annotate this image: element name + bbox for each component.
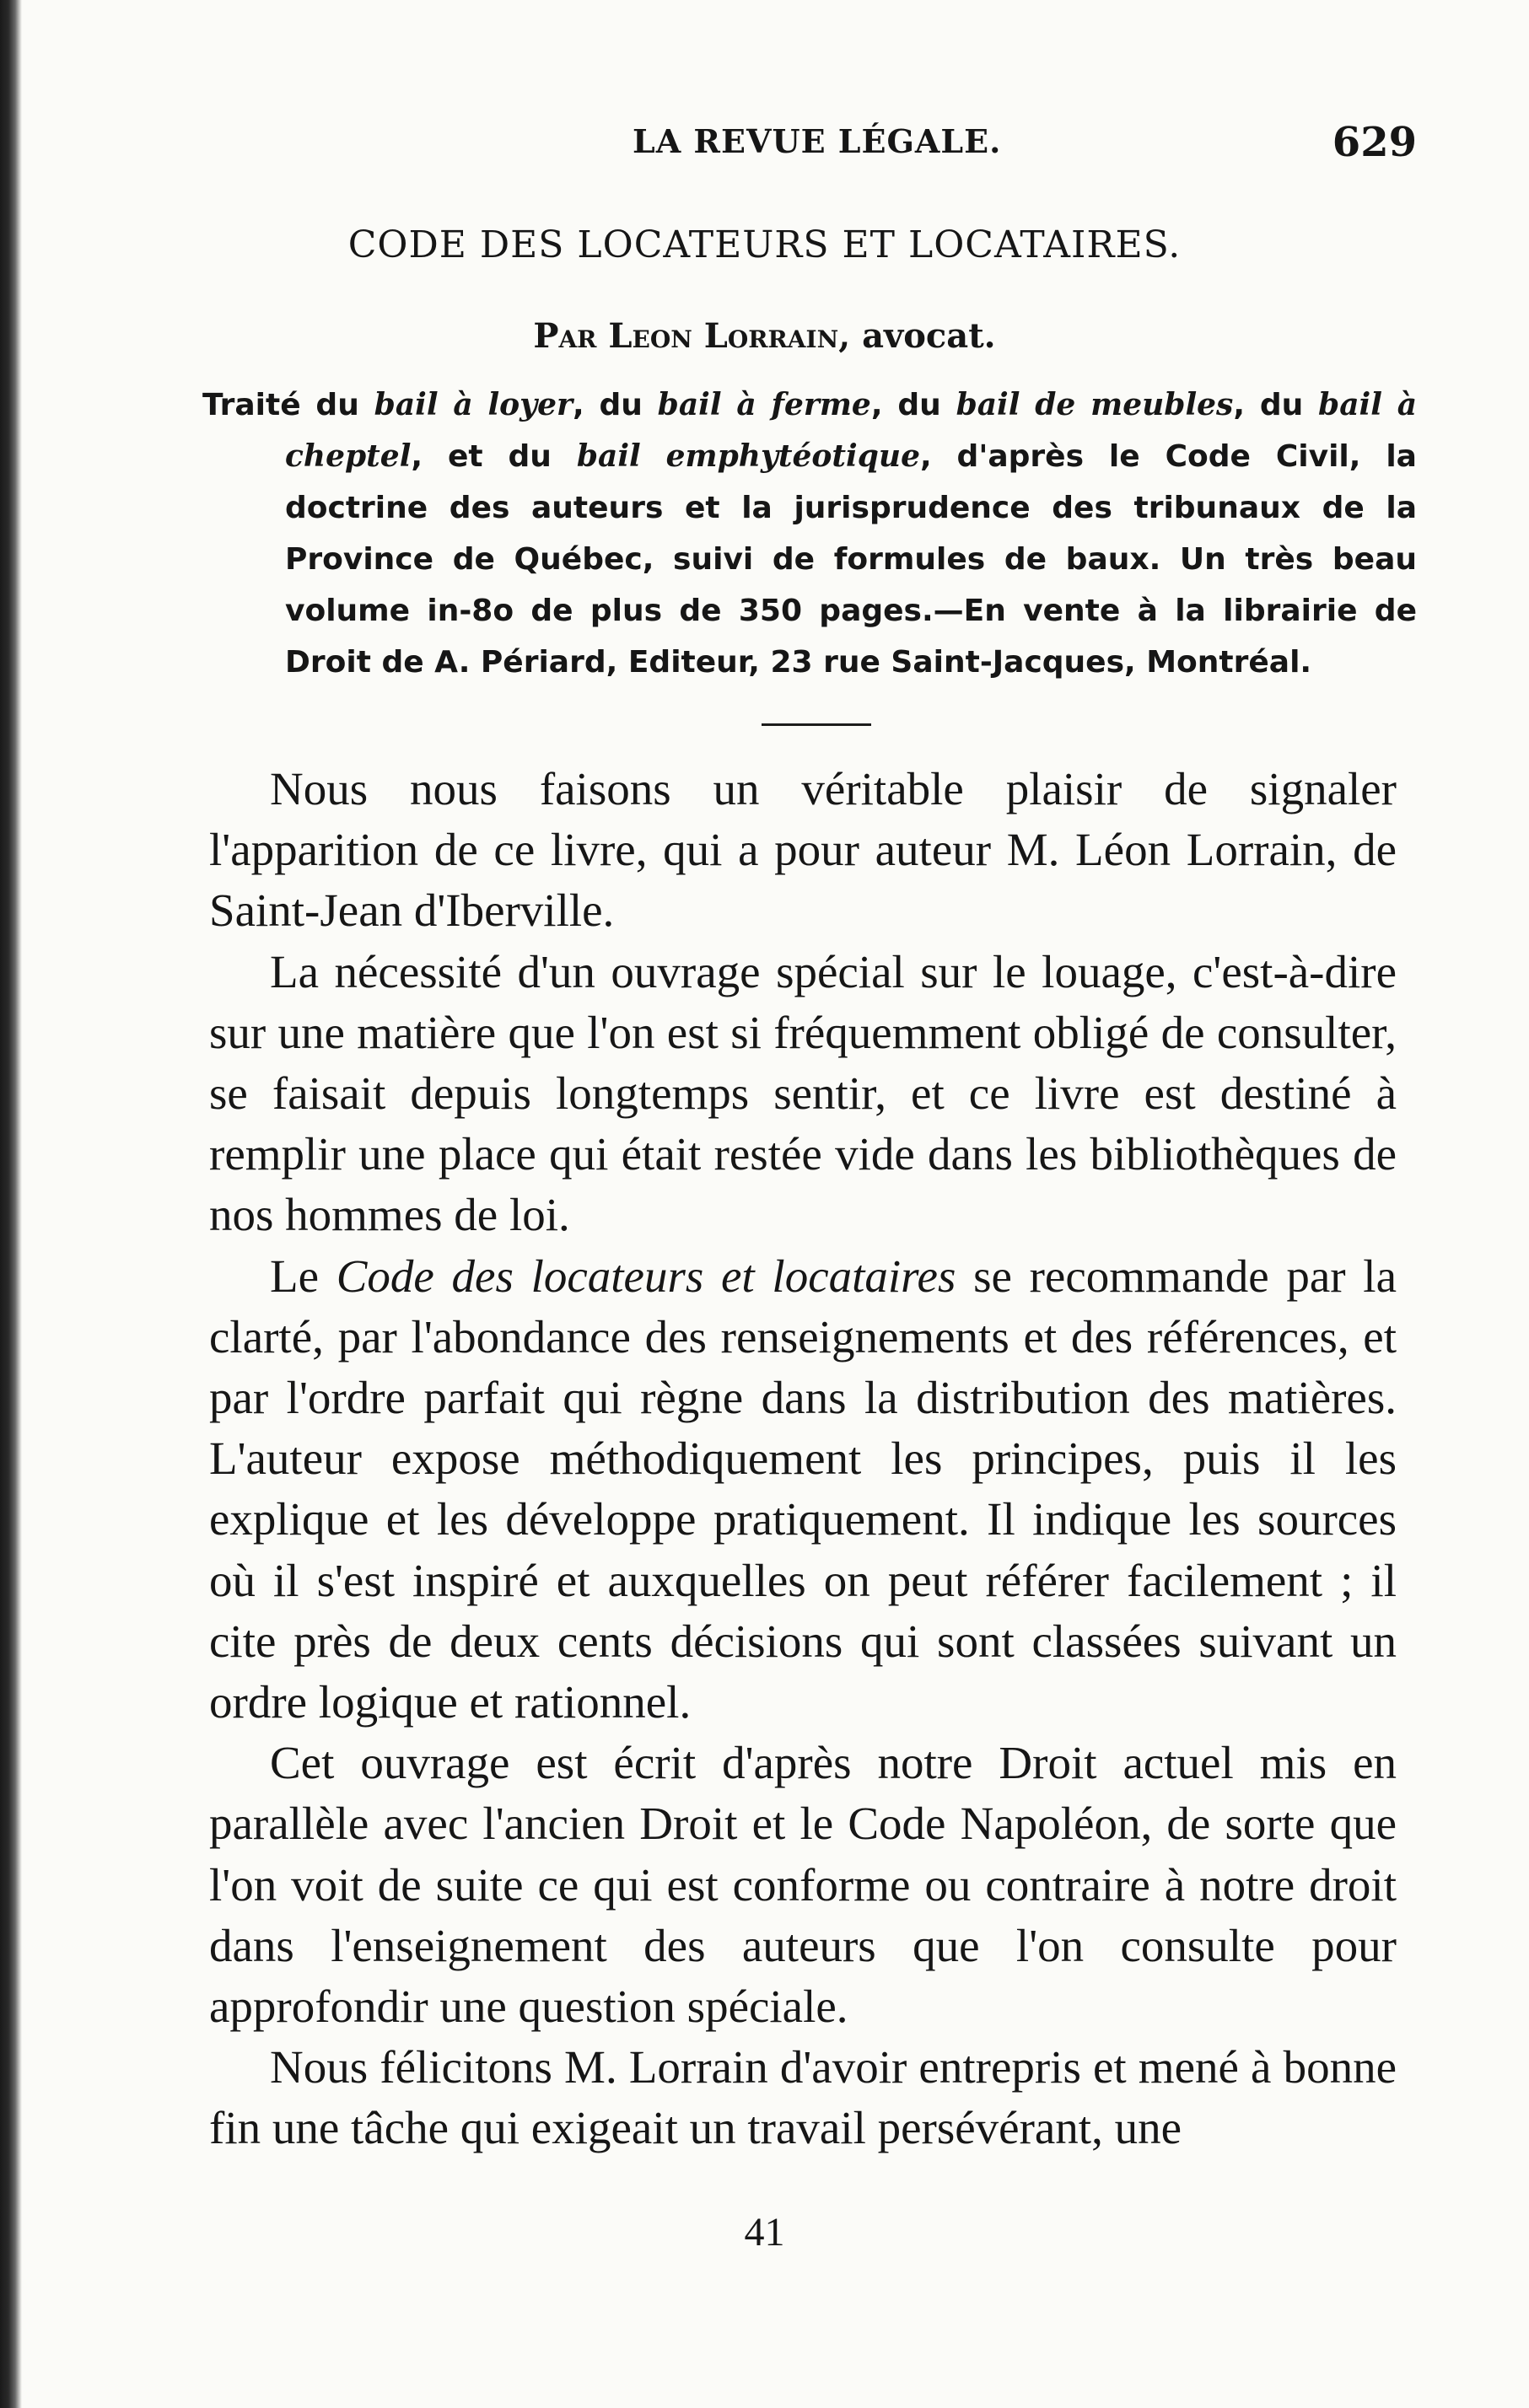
page-number: 629 — [1332, 119, 1417, 166]
byline-prefix: Par — [533, 316, 609, 356]
italic-run: bail à cheptel — [285, 387, 1418, 474]
text-run: Le — [270, 1250, 336, 1302]
text-run: se recommande par la clarté, par l'abondance des renseignements et des références, et par l'ordre parfait qui règne dans la distribution des matières. L'auteur expose méthodiquement les principes, puis il les explique et les développe pratiquement. Il indique les sources où il s'est inspiré et auxquelles on peut référer facilement ; il cite près de deux cents décisions qui sont classées suivant un ordre logique et rationnel. — [209, 1250, 1397, 1728]
summary-paragraph — [202, 379, 1418, 688]
text-run: , d'après le Code Civil, la doctrine des auteurs et la jurisprudence des tribunaux de la Province de Québec, suivi de formules de baux. Un très beau volume in-8o de plus de 350 pages.—En vente à la librairie de Droit de A. Périard, Editeur, 23 rue Saint-Jacques, Montréal. — [285, 439, 1417, 680]
article-body — [209, 759, 1397, 2159]
text-run: , du — [572, 388, 658, 422]
body-paragraph-2 — [209, 942, 1397, 1246]
italic-run: bail de meubles — [956, 387, 1234, 422]
italic-run: Code des locateurs et locataires — [336, 1250, 956, 1302]
text-run: Nous nous faisons un véritable plaisir de signaler l'apparition de ce livre, qui a pour auteur M. Léon Lorrain, de Saint-Jean d'Iberville. — [209, 763, 1397, 937]
text-run: , du — [870, 388, 956, 422]
text-run: Cet ouvrage est écrit d'après notre Droit actuel mis en parallèle avec l'ancien Droit et le Code Napoléon, de sorte que l'on voit de suite ce qui est conforme ou contraire à notre droit dans l'enseignement des auteurs que l'on consulte pour approfondir une question spéciale. — [209, 1737, 1397, 2033]
page-binding-edge — [0, 0, 22, 2408]
italic-run: bail emphytéotique — [576, 438, 920, 474]
section-divider — [762, 723, 871, 726]
article-byline — [0, 316, 1529, 356]
text-run: , et du — [411, 439, 577, 474]
body-paragraph-1 — [209, 759, 1397, 942]
text-run: Nous félicitons M. Lorrain d'avoir entrepris et mené à bonne fin une tâche qui exigeait un travail persévérant, une — [209, 2041, 1397, 2154]
body-paragraph-3 — [209, 1246, 1397, 1733]
signature-mark: 41 — [744, 2210, 785, 2255]
running-title: LA REVUE LÉGALE. — [633, 122, 1002, 160]
body-paragraph-4 — [209, 1733, 1397, 2037]
text-run: , du — [1233, 388, 1319, 422]
body-paragraph-5 — [209, 2037, 1397, 2158]
italic-run: bail à loyer — [374, 387, 573, 422]
author-name: Leon Lorrain — [608, 316, 839, 356]
text-run: Traité du — [202, 388, 374, 422]
book-summary — [202, 379, 1417, 688]
author-suffix: , avocat. — [838, 316, 996, 356]
page-header — [278, 119, 1417, 173]
text-run: La nécessité d'un ouvrage spécial sur le louage, c'est-à-dire sur une matière que l'on est si fréquemment obligé de consulter, se faisait depuis longtemps sentir, et ce livre est destiné à remplir une place qui était restée vide dans les bibliothèques de nos hommes de loi. — [209, 945, 1397, 1241]
article-title: CODE DES LOCATEURS ET LOCATAIRES. — [347, 223, 1182, 266]
italic-run: bail à ferme — [657, 387, 871, 422]
